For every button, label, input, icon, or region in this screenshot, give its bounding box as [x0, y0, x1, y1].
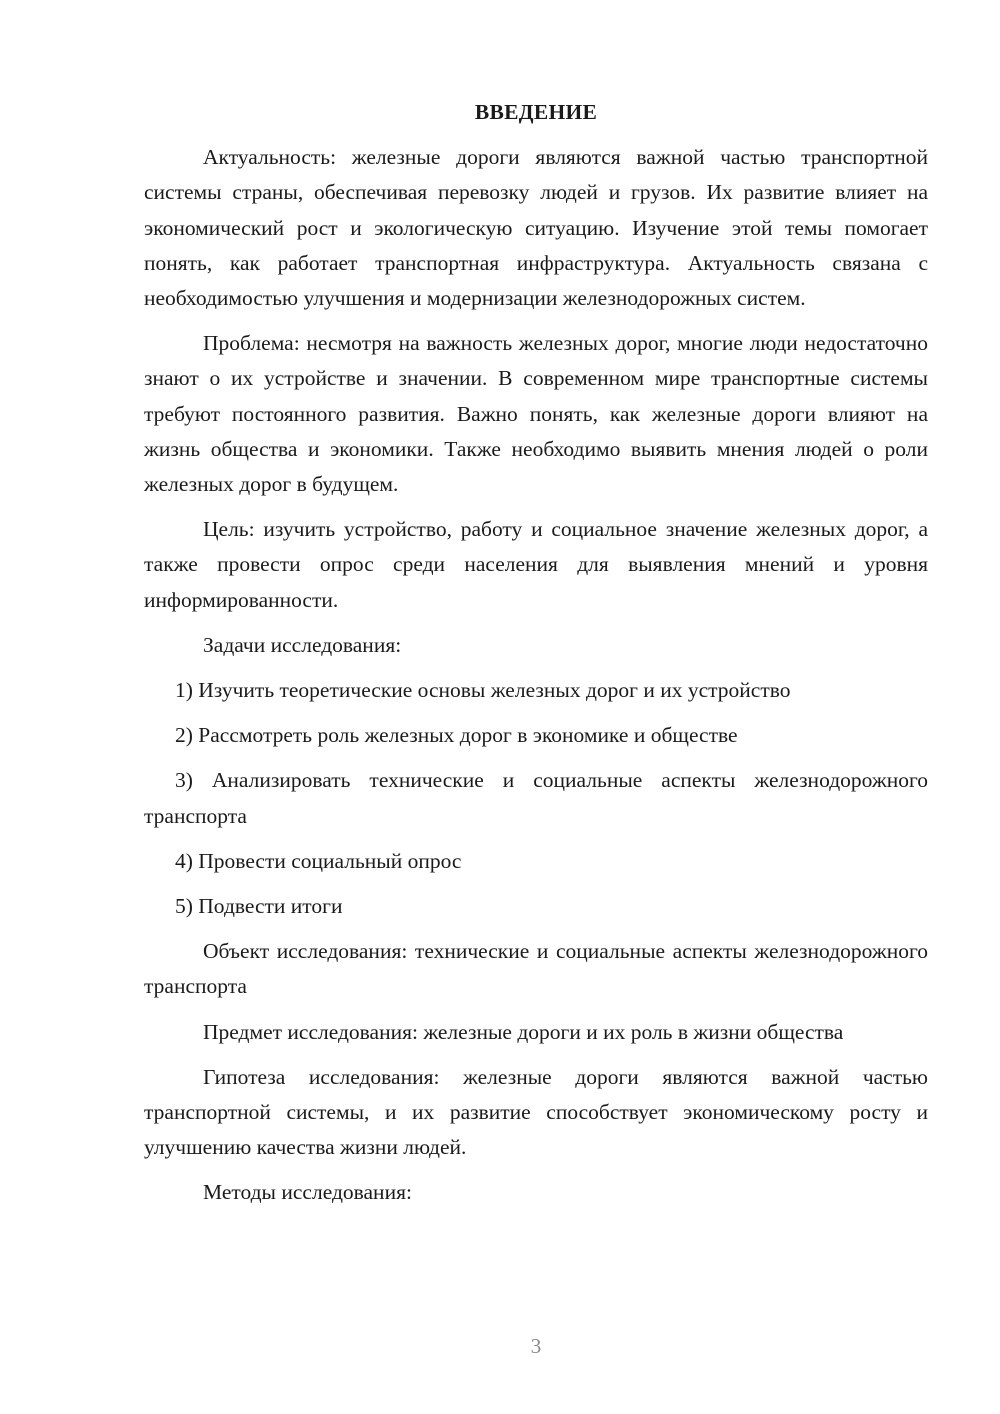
task-item-1: 1) Изучить теоретические основы железных дорог и их устройство — [175, 678, 791, 703]
tasks-heading: Задачи исследования: — [203, 632, 402, 657]
page-number: 3 — [530, 1334, 542, 1358]
methods-heading: Методы исследования: — [203, 1180, 412, 1205]
paragraph-goal: Цель: изучить устройство, работу и социальное значение железных дорог, а также провести опрос среди населения для выявления мнений и уровня информированности. — [144, 517, 928, 612]
document-page — [144, 95, 928, 1221]
task-item-2: 2) Рассмотреть роль железных дорог в экономике и обществе — [175, 723, 738, 748]
paragraph-subject: Предмет исследования: железные дороги и их роль в жизни общества — [203, 1019, 844, 1044]
task-item-5: 5) Подвести итоги — [175, 894, 343, 919]
page-title: ВВЕДЕНИЕ — [474, 100, 598, 124]
paragraph-problem: Проблема: несмотря на важность железных дорог, многие люди недостаточно знают о их устройстве и значении. В современном мире транспортные системы требуют постоянного развития. Важно понять, как железные дороги влияют на жизнь общества и экономики. Также необходимо выявить мнения людей о роли железных дорог в будущем. — [144, 331, 928, 497]
task-item-4: 4) Провести социальный опрос — [175, 848, 462, 873]
paragraph-relevance: Актуальность: железные дороги являются важной частью транспортной системы страны, обеспечивая перевозку людей и грузов. Их развитие влияет на экономический рост и экологическую ситуацию. Изучение этой темы помогает понять, как работает транспортная инфраструктура. Актуальность связана с необходимостью улучшения и модернизации железнодорожных систем. — [144, 145, 928, 311]
paragraph-object: Объект исследования: технические и социальные аспекты железнодорожного транспорта — [144, 939, 928, 999]
task-item-3: 3) Анализировать технические и социальные аспекты железнодорожного транспорта — [144, 768, 928, 828]
paragraph-hypothesis: Гипотеза исследования: железные дороги являются важной частью транспортной системы, и их развитие способствует экономическому росту и улучшению качества жизни людей. — [144, 1064, 928, 1160]
